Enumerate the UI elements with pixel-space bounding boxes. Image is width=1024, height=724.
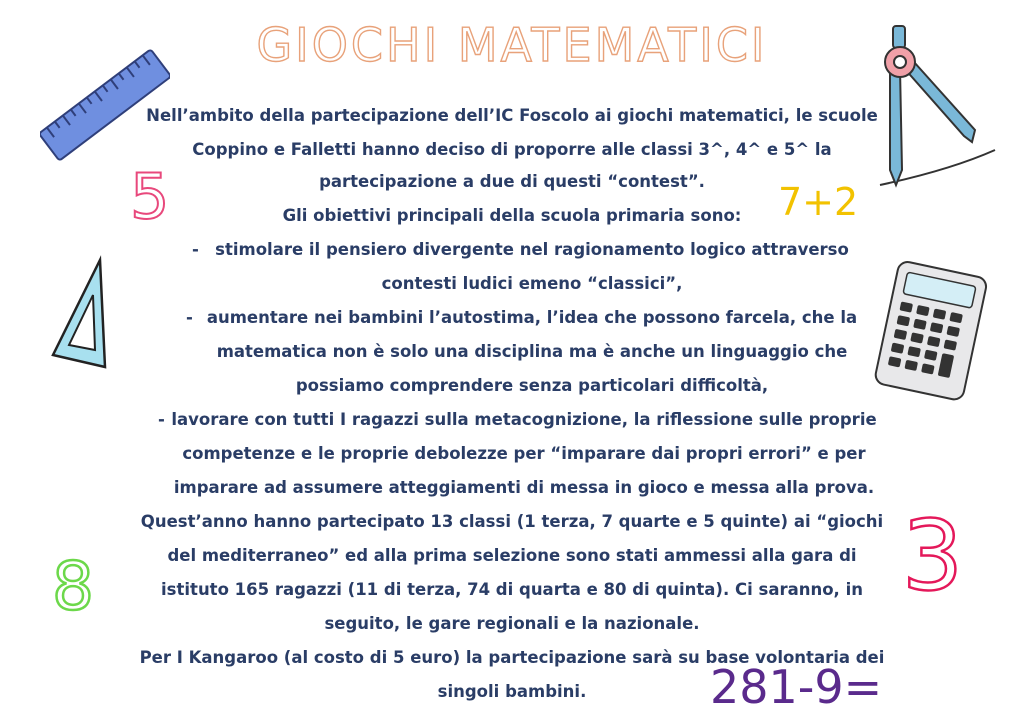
bullet-marker: -	[192, 240, 199, 259]
text-line: competenze e le proprie debolezze per “imparare dai propri errori” e per	[182, 444, 866, 463]
text-line: Quest’anno hanno partecipato 13 classi (1 terza, 7 quarte e 5 quinte) ai “giochi	[140, 512, 884, 531]
decor-sum: 7+2	[778, 180, 859, 224]
decor-number-8: 8	[52, 548, 94, 625]
text-line: del mediterraneo” ed alla prima selezione sono stati ammessi alla gara di	[167, 546, 857, 565]
text-line: lavorare con tutti I ragazzi sulla metacognizione, la riflessione sulle proprie	[171, 410, 877, 429]
decor-number-3: 3	[902, 500, 964, 612]
text-line: Coppino e Falletti hanno deciso di proporre alle classi 3^, 4^ e 5^ la	[192, 140, 832, 159]
text-line: seguito, le gare regionali e la nazionale.	[324, 614, 700, 633]
text-line: matematica non è solo una disciplina ma è anche un linguaggio che	[216, 342, 848, 361]
calculator-icon	[868, 258, 993, 403]
decor-number-5: 5	[130, 160, 170, 233]
text-line: istituto 165 ragazzi (11 di terza, 74 di quarta e 80 di quinta). Ci saranno, in	[161, 580, 863, 599]
set-square-icon	[45, 255, 115, 375]
text-line: stimolare il pensiero divergente nel ragionamento logico attraverso	[215, 240, 849, 259]
bullet-marker: -	[158, 410, 165, 429]
compass-icon	[860, 20, 1000, 190]
text-line: Nell’ambito della partecipazione dell’IC Foscolo ai giochi matematici, le scuole	[146, 106, 878, 125]
text-line: contesti ludici emeno “classici”,	[381, 274, 683, 293]
bullet-marker: -	[186, 308, 193, 327]
text-line: imparare ad assumere atteggiamenti di messa in gioco e messa alla prova.	[173, 478, 875, 497]
text-line: Per I Kangaroo (al costo di 5 euro) la partecipazione sarà su base volontaria dei	[139, 648, 885, 667]
page-title: GIOCHI MATEMATICI	[256, 18, 768, 72]
text-line: possiamo comprendere senza particolari difficoltà,	[295, 376, 769, 395]
text-line: Gli obiettivi principali della scuola primaria sono:	[282, 206, 742, 225]
text-line: aumentare nei bambini l’autostima, l’idea che possono farcela, che la	[206, 308, 858, 327]
text-line: singoli bambini.	[437, 682, 587, 701]
text-line: partecipazione a due di questi “contest”.	[319, 172, 705, 191]
decor-subtraction: 281-9=	[710, 660, 883, 714]
